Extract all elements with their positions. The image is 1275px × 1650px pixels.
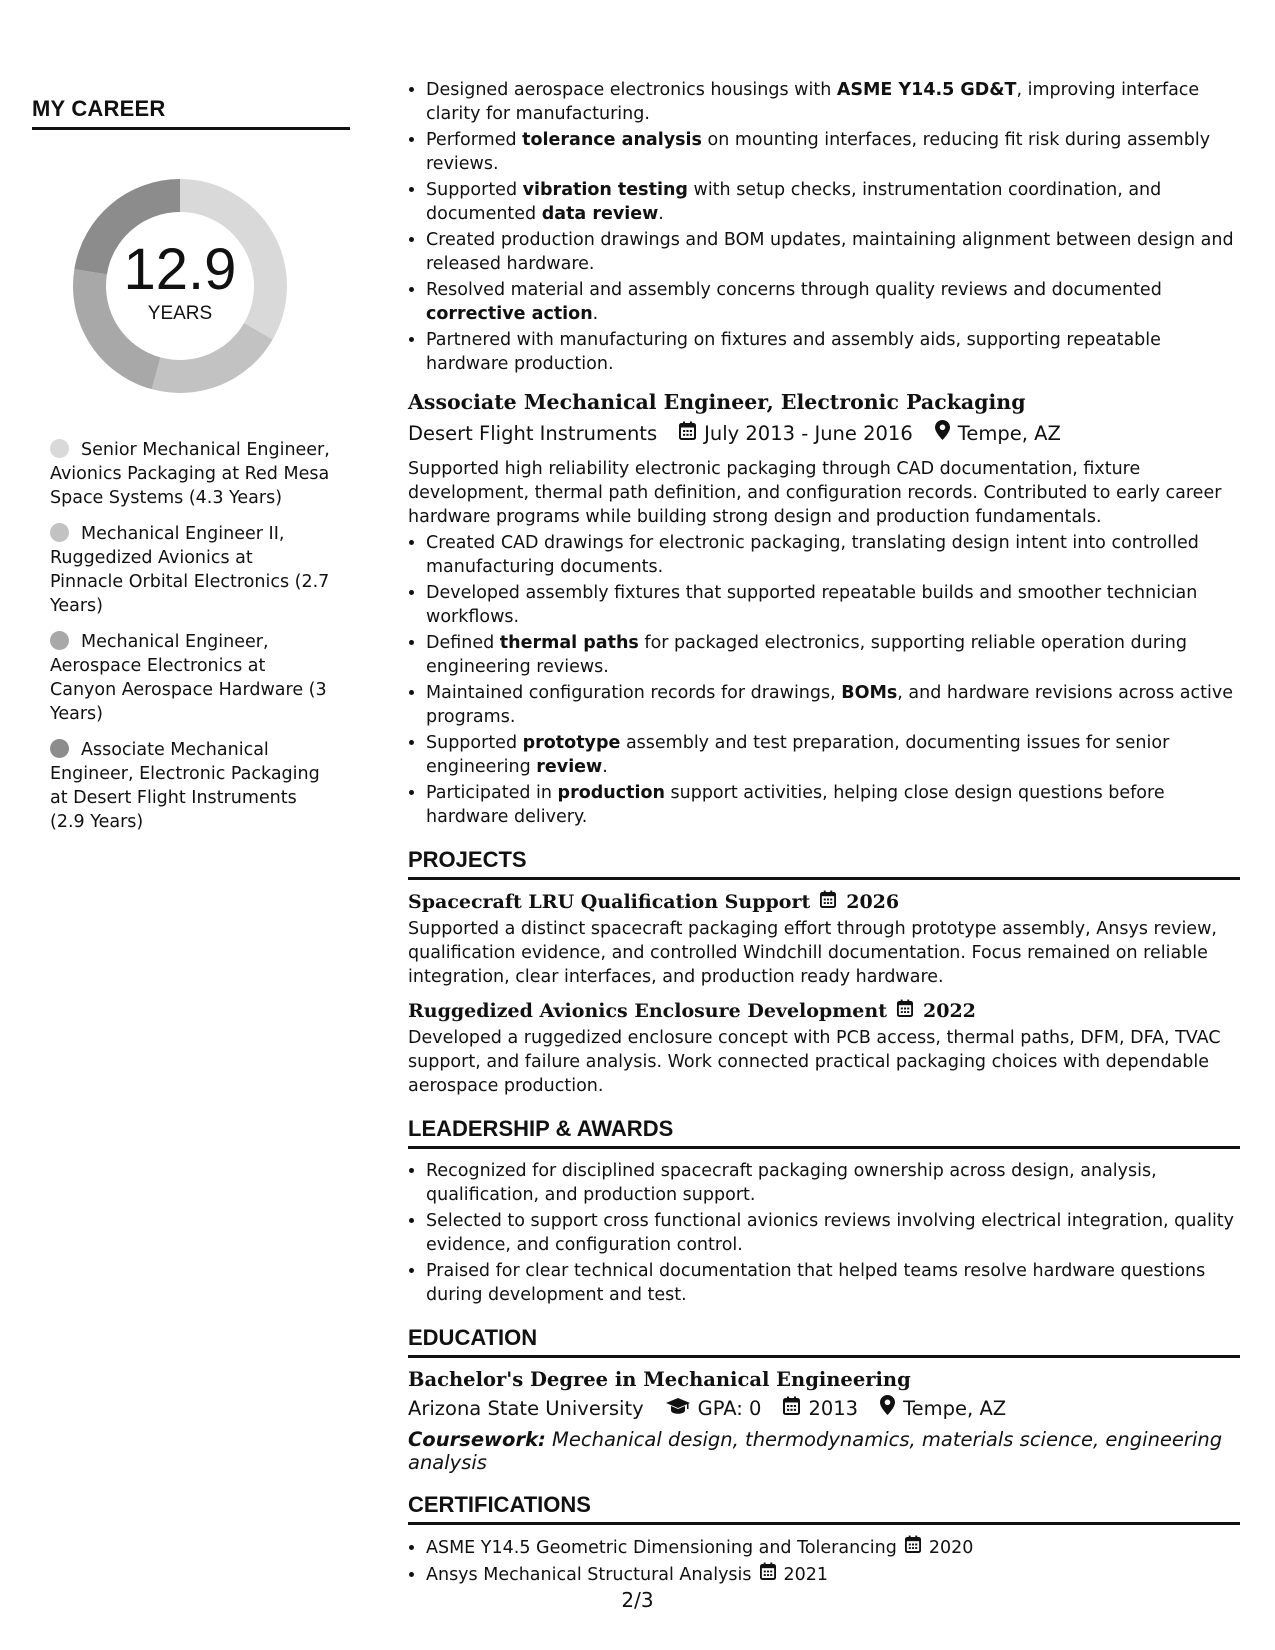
calendar-icon [820,890,836,913]
graduation-cap-icon [666,1396,690,1422]
education-coursework [408,1428,1240,1474]
certification-item [426,1535,1240,1560]
main-column [408,78,1240,1589]
job-dates: July 2013 - June 2016 [704,421,913,445]
education-year: 2013 [808,1396,859,1420]
project-year: 2026 [846,890,900,913]
leadership-heading: LEADERSHIP & AWARDS [408,1116,1240,1149]
legend-label: Mechanical Engineer, Aerospace Electronics at Canyon Aerospace Hardware (3 Years) [50,632,327,724]
career-panel [32,96,350,846]
leadership-item: • Recognized for disciplined spacecraft packaging ownership across design, analysis, qualification, and production support. [426,1159,1240,1207]
project-header [408,999,1240,1022]
coursework-label: Coursework: [408,1428,546,1451]
total-years-unit: YEARS [147,303,213,324]
education-heading: EDUCATION [408,1325,1240,1358]
career-donut-chart [66,172,294,400]
leadership-item: • Selected to support cross functional avionics reviews involving electrical integration, quality evidence, and configuration control. [426,1209,1240,1257]
certification-year: 2020 [928,1537,974,1558]
calendar-icon [783,1396,800,1422]
bullet-item: • Supported vibration testing with setup checks, instrumentation coordination, and documented data review. [426,178,1240,226]
legend-label: Senior Mechanical Engineer, Avionics Packaging at Red Mesa Space Systems (4.3 Years) [50,440,330,508]
legend-dot [50,439,69,458]
previous-job-bullets [408,78,1240,376]
leadership-list [408,1159,1240,1307]
donut-center [66,172,294,400]
bullet-item: • Partnered with manufacturing on fixtures and assembly aids, supporting repeatable hardware production. [426,328,1240,376]
career-heading: MY CAREER [32,96,350,130]
project-description: Supported a distinct spacecraft packaging effort through prototype assembly, Ansys review, qualification evidence, and controlled Windchill documentation. Focus remained on reliable integration, clear interfaces, and production ready hardware. [408,919,1217,987]
bullet-item: • Maintained configuration records for drawings, BOMs, and hardware revisions across active programs. [426,681,1240,729]
projects-heading: PROJECTS [408,847,1240,880]
certifications-list [408,1535,1240,1587]
location-pin-icon [935,420,950,447]
legend-dot [50,523,69,542]
legend-label: Mechanical Engineer II, Ruggedized Avionics at Pinnacle Orbital Electronics (2.7 Years) [50,524,330,616]
bullet-item: • Defined thermal paths for packaged electronics, supporting reliable operation during engineering reviews. [426,631,1240,679]
projects-list [408,890,1240,1098]
project-year: 2022 [923,999,976,1022]
career-legend-item [50,522,330,618]
job-company: Desert Flight Instruments [408,421,658,445]
job-title: Associate Mechanical Engineer, Electronic Packaging [408,390,1026,414]
calendar-icon [905,1535,921,1560]
coursework-text: Mechanical design, thermodynamics, materials science, engineering analysis [408,1428,1223,1474]
bullet-item: • Performed tolerance analysis on mounting interfaces, reducing fit risk during assembly reviews. [426,128,1240,176]
career-legend-item [50,630,330,726]
certification-item [426,1562,1240,1587]
bullet-item: • Developed assembly fixtures that supported repeatable builds and smoother technician workflows. [426,581,1240,629]
job-meta [408,420,1240,447]
legend-label: Associate Mechanical Engineer, Electronic Packaging at Desert Flight Instruments (2.9 Years) [50,740,320,832]
leadership-item: • Praised for clear technical documentation that helped teams resolve hardware questions during development and test. [426,1259,1240,1307]
project-name: Spacecraft LRU Qualification Support [408,890,811,913]
education-location: Tempe, AZ [903,1396,1007,1420]
certification-name: • ASME Y14.5 Geometric Dimensioning and Tolerancing [426,1537,897,1558]
legend-dot [50,739,69,758]
page-number: 2/3 [621,1588,654,1612]
career-legend [32,438,330,834]
bullet-item: • Created CAD drawings for electronic packaging, translating design intent into controlled manufacturing documents. [426,531,1240,579]
education-school: Arizona State University [408,1396,644,1420]
location-pin-icon [880,1395,895,1422]
career-legend-item [50,738,330,834]
bullet-item: • Supported prototype assembly and test preparation, documenting issues for senior engineering review. [426,731,1240,779]
job-bullets [408,531,1240,829]
calendar-icon [679,421,696,447]
bullet-item: • Designed aerospace electronics housings with ASME Y14.5 GD&T, improving interface clarity for manufacturing. [426,78,1240,126]
certifications-heading: CERTIFICATIONS [408,1492,1240,1525]
calendar-icon [760,1562,776,1587]
certification-name: • Ansys Mechanical Structural Analysis [426,1564,752,1585]
education-degree: Bachelor's Degree in Mechanical Engineering [408,1368,911,1391]
project-header [408,890,1240,913]
education-gpa: GPA: 0 [697,1396,762,1420]
bullet-item: • Created production drawings and BOM updates, maintaining alignment between design and released hardware. [426,228,1240,276]
job-summary: Supported high reliability electronic packaging through CAD documentation, fixture development, thermal path definition, and configuration records. Contributed to early career hardware programs while building strong design and production fundamentals. [408,459,1222,527]
career-legend-item [50,438,330,510]
education-meta [408,1395,1240,1422]
bullet-item: • Resolved material and assembly concerns through quality reviews and documented corrective action. [426,278,1240,326]
project-name: Ruggedized Avionics Enclosure Development [408,999,887,1022]
legend-dot [50,631,69,650]
bullet-item: • Participated in production support activities, helping close design questions before hardware delivery. [426,781,1240,829]
project-description: Developed a ruggedized enclosure concept with PCB access, thermal paths, DFM, DFA, TVAC support, and failure analysis. Work connected practical packaging choices with dependable aerospace production. [408,1028,1221,1096]
total-years-value: 12.9 [123,237,237,302]
certification-year: 2021 [783,1564,829,1585]
calendar-icon [897,999,913,1022]
job-location: Tempe, AZ [957,421,1061,445]
